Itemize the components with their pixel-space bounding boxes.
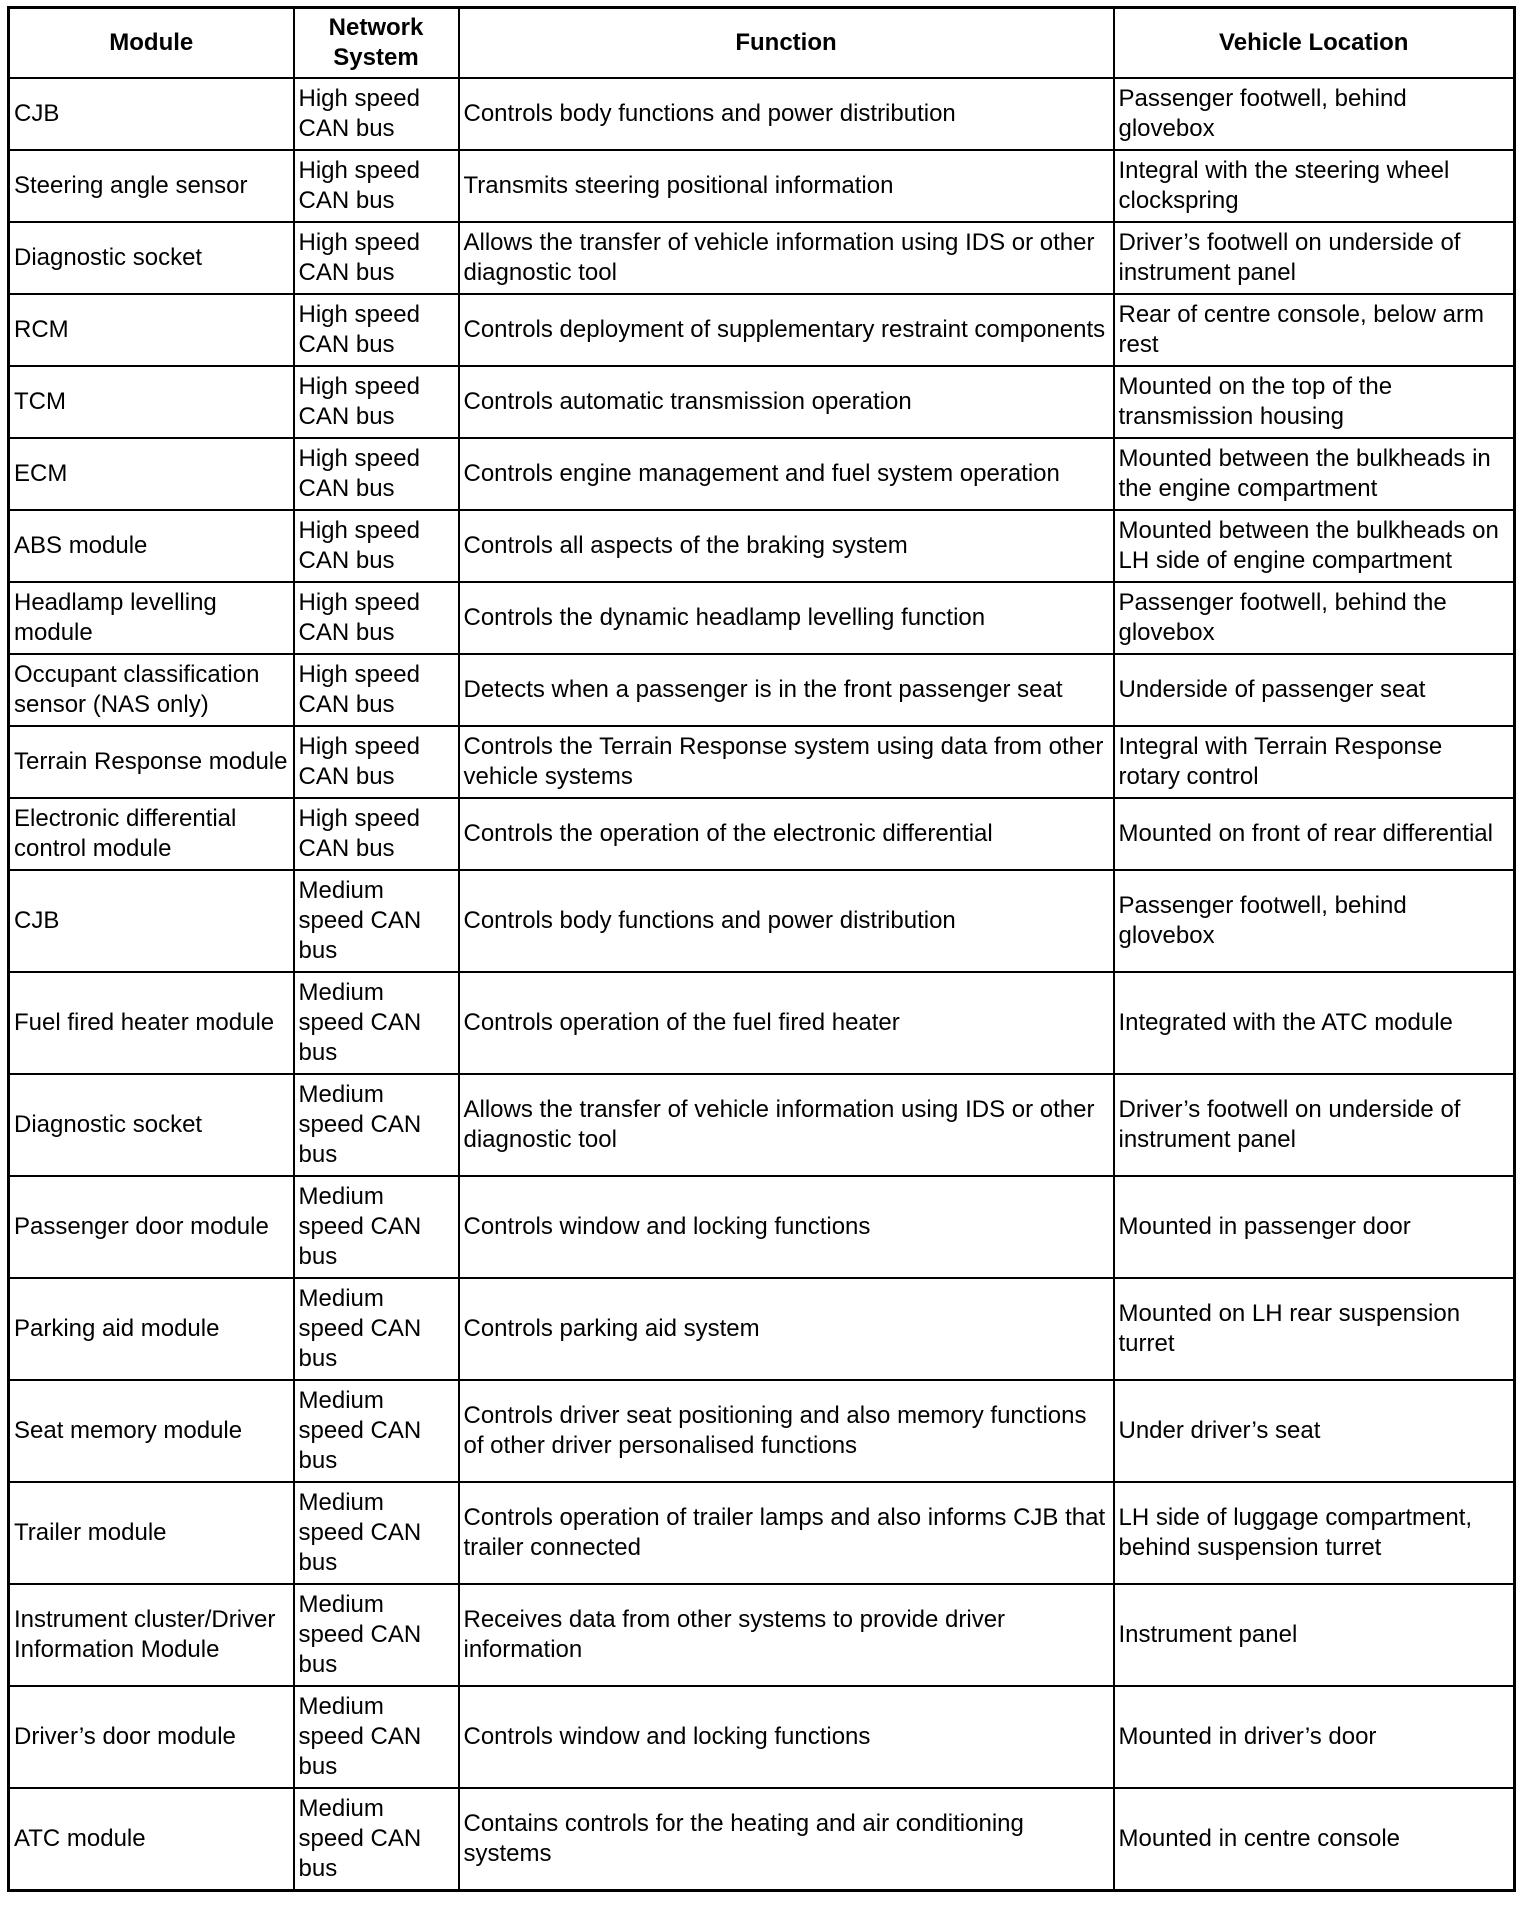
cell-function: Controls parking aid system [459,1278,1114,1380]
header-network-system: Network System [294,8,459,79]
cell-function: Controls window and locking functions [459,1686,1114,1788]
cell-network: Medium speed CAN bus [294,1278,459,1380]
cell-module: Fuel fired heater module [9,972,294,1074]
cell-location: Rear of centre console, below arm rest [1114,294,1515,366]
cell-network: High speed CAN bus [294,726,459,798]
cell-network: Medium speed CAN bus [294,1380,459,1482]
table-row [9,510,1515,582]
cell-module: Diagnostic socket [9,222,294,294]
cell-location: Passenger footwell, behind glovebox [1114,870,1515,972]
cell-function: Controls driver seat positioning and also memory functions of other driver personalised functions [459,1380,1114,1482]
table-header [9,8,1515,79]
cell-module: Parking aid module [9,1278,294,1380]
cell-network: High speed CAN bus [294,294,459,366]
cell-module: ATC module [9,1788,294,1891]
cell-network: High speed CAN bus [294,510,459,582]
table-row [9,972,1515,1074]
cell-module: Instrument cluster/Driver Information Module [9,1584,294,1686]
cell-module: Electronic differential control module [9,798,294,870]
table-row [9,798,1515,870]
cell-location: Driver’s footwell on underside of instrument panel [1114,1074,1515,1176]
cell-function: Controls body functions and power distribution [459,78,1114,150]
cell-function: Controls engine management and fuel system operation [459,438,1114,510]
cell-location: Instrument panel [1114,1584,1515,1686]
cell-network: High speed CAN bus [294,438,459,510]
table-row [9,1788,1515,1891]
table-row [9,870,1515,972]
cell-module: Diagnostic socket [9,1074,294,1176]
table-row [9,78,1515,150]
cell-module: CJB [9,78,294,150]
cell-function: Transmits steering positional information [459,150,1114,222]
cell-network: High speed CAN bus [294,654,459,726]
cell-function: Controls all aspects of the braking system [459,510,1114,582]
header-module: Module [9,8,294,79]
cell-location: Mounted on front of rear differential [1114,798,1515,870]
cell-function: Controls window and locking functions [459,1176,1114,1278]
cell-function: Detects when a passenger is in the front passenger seat [459,654,1114,726]
cell-network: Medium speed CAN bus [294,870,459,972]
cell-location: Passenger footwell, behind the glovebox [1114,582,1515,654]
cell-location: Mounted on LH rear suspension turret [1114,1278,1515,1380]
cell-function: Receives data from other systems to provide driver information [459,1584,1114,1686]
table-row [9,366,1515,438]
cell-network: Medium speed CAN bus [294,1788,459,1891]
cell-module: Headlamp levelling module [9,582,294,654]
cell-location: Mounted in driver’s door [1114,1686,1515,1788]
cell-function: Controls the operation of the electronic differential [459,798,1114,870]
cell-location: Underside of passenger seat [1114,654,1515,726]
cell-function: Controls automatic transmission operation [459,366,1114,438]
cell-function: Controls the Terrain Response system using data from other vehicle systems [459,726,1114,798]
cell-location: Mounted on the top of the transmission housing [1114,366,1515,438]
cell-function: Controls the dynamic headlamp levelling function [459,582,1114,654]
table-row [9,1380,1515,1482]
cell-network: Medium speed CAN bus [294,1074,459,1176]
cell-location: Mounted in centre console [1114,1788,1515,1891]
table-row [9,150,1515,222]
table-row [9,1686,1515,1788]
cell-location: Integrated with the ATC module [1114,972,1515,1074]
cell-location: Under driver’s seat [1114,1380,1515,1482]
cell-network: Medium speed CAN bus [294,1584,459,1686]
cell-module: TCM [9,366,294,438]
table-row [9,654,1515,726]
cell-location: Integral with Terrain Response rotary control [1114,726,1515,798]
table-row [9,1584,1515,1686]
table-row [9,438,1515,510]
table-row [9,222,1515,294]
cell-module: CJB [9,870,294,972]
cell-module: ECM [9,438,294,510]
cell-location: Mounted between the bulkheads on LH side of engine compartment [1114,510,1515,582]
network-modules-table [7,6,1516,1892]
table-row [9,1074,1515,1176]
cell-module: Occupant classification sensor (NAS only) [9,654,294,726]
cell-network: High speed CAN bus [294,366,459,438]
cell-module: RCM [9,294,294,366]
header-row [9,8,1515,79]
modules-table-container [7,6,1513,1892]
cell-network: Medium speed CAN bus [294,972,459,1074]
cell-network: Medium speed CAN bus [294,1176,459,1278]
cell-module: Trailer module [9,1482,294,1584]
table-row [9,726,1515,798]
cell-location: Driver’s footwell on underside of instrument panel [1114,222,1515,294]
cell-network: High speed CAN bus [294,222,459,294]
cell-module: Steering angle sensor [9,150,294,222]
cell-location: Mounted between the bulkheads in the engine compartment [1114,438,1515,510]
table-row [9,294,1515,366]
table-row [9,1482,1515,1584]
cell-module: Terrain Response module [9,726,294,798]
cell-network: High speed CAN bus [294,150,459,222]
cell-module: Seat memory module [9,1380,294,1482]
cell-function: Allows the transfer of vehicle information using IDS or other diagnostic tool [459,222,1114,294]
cell-function: Controls deployment of supplementary restraint components [459,294,1114,366]
cell-location: Passenger footwell, behind glovebox [1114,78,1515,150]
header-function: Function [459,8,1114,79]
cell-function: Controls operation of the fuel fired heater [459,972,1114,1074]
cell-module: Driver’s door module [9,1686,294,1788]
table-row [9,1176,1515,1278]
cell-function: Controls body functions and power distribution [459,870,1114,972]
cell-function: Contains controls for the heating and air conditioning systems [459,1788,1114,1891]
cell-network: High speed CAN bus [294,78,459,150]
cell-location: LH side of luggage compartment, behind suspension turret [1114,1482,1515,1584]
cell-module: Passenger door module [9,1176,294,1278]
cell-network: High speed CAN bus [294,798,459,870]
header-vehicle-location: Vehicle Location [1114,8,1515,79]
table-row [9,582,1515,654]
cell-network: Medium speed CAN bus [294,1686,459,1788]
table-row [9,1278,1515,1380]
cell-network: Medium speed CAN bus [294,1482,459,1584]
cell-function: Controls operation of trailer lamps and also informs CJB that trailer connected [459,1482,1114,1584]
table-body [9,78,1515,1891]
cell-location: Mounted in passenger door [1114,1176,1515,1278]
cell-function: Allows the transfer of vehicle information using IDS or other diagnostic tool [459,1074,1114,1176]
cell-module: ABS module [9,510,294,582]
cell-network: High speed CAN bus [294,582,459,654]
cell-location: Integral with the steering wheel clockspring [1114,150,1515,222]
